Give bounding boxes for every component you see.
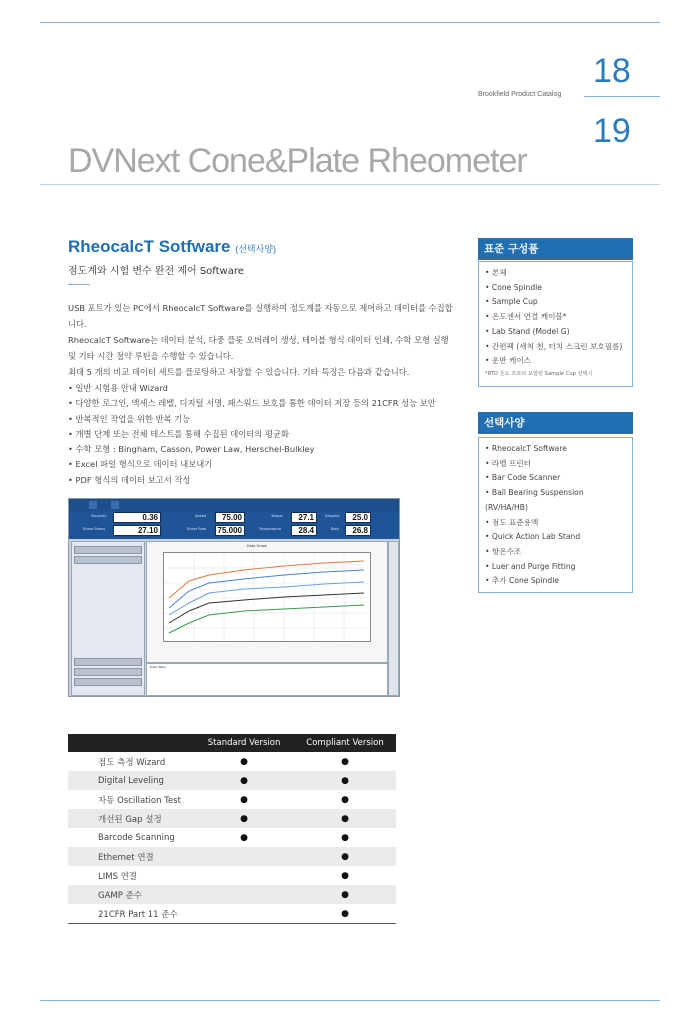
shear-stress-readout: 27.10 — [113, 525, 161, 536]
settings-button[interactable] — [74, 546, 142, 554]
header-cell: Standard Version — [194, 734, 294, 752]
standard-components-note: *RTD 온도 프로브 포함된 Sample Cup 선택시 — [485, 370, 593, 377]
catalog-rule — [584, 96, 660, 97]
feature-name: Ethernet 연결 — [68, 847, 194, 866]
compliant-mark: ● — [341, 832, 349, 843]
standard-mark: ● — [194, 809, 294, 828]
table-row — [68, 866, 396, 885]
torque-label: Torque — [271, 514, 283, 518]
software-screenshot — [68, 498, 400, 697]
feature-name: LIMS 연결 — [98, 871, 138, 882]
shear-rate-readout: 75.000 — [215, 525, 245, 536]
shear-rate-label: Shear Rate — [187, 527, 207, 531]
list-item: • Quick Action Lab Stand — [485, 530, 632, 545]
table-row — [68, 752, 396, 771]
standard-mark — [194, 904, 294, 924]
list-item: • Lab Stand (Model G) — [485, 325, 632, 340]
feature-item: • 일반 시험용 안내 Wizard — [68, 381, 468, 396]
feature-name: Barcode Scanning — [98, 832, 175, 843]
list-item: • 간편팩 (세척 천, 터치 스크린 보호필름) — [485, 340, 632, 355]
bath-readout: 26.8 — [345, 525, 371, 536]
standard-mark: ● — [240, 756, 249, 767]
series-line — [169, 570, 364, 608]
list-item: • 운반 케이스 — [485, 354, 632, 369]
header-cell — [68, 734, 194, 752]
speed-label: Speed — [195, 514, 206, 518]
screenshot-tab — [89, 501, 97, 509]
standard-mark: ● — [194, 771, 294, 790]
list-item: • 라벨 프린터 — [485, 457, 632, 472]
speed-readout: 75.00 — [215, 512, 245, 523]
table-row — [68, 904, 396, 924]
compliant-mark: ● — [341, 870, 349, 881]
graph-lines — [164, 553, 370, 641]
table-header-row — [68, 734, 396, 752]
software-subtitle: 점도계와 시험 변수 완전 제어 Software — [68, 266, 244, 277]
table-row — [68, 885, 396, 904]
feature-name: Digital Leveling — [68, 771, 194, 790]
software-title-option: (선택사양) — [235, 244, 277, 254]
compliant-mark: ● — [294, 771, 396, 790]
standard-components-panel — [478, 261, 633, 387]
table-row — [68, 809, 396, 828]
settings-button[interactable] — [74, 668, 142, 676]
page-number-18: 18 — [593, 52, 631, 90]
feature-list — [68, 381, 468, 488]
options-heading: 선택사양 — [478, 412, 633, 434]
settings-button[interactable] — [74, 678, 142, 686]
software-title-text: RheocalcT Sotfware — [68, 237, 231, 256]
readout-panel — [69, 511, 399, 539]
settings-pane — [71, 541, 145, 696]
feature-name: 개선된 Gap 설정 — [68, 809, 194, 828]
standard-components-heading: 표준 구성품 — [478, 238, 633, 260]
bottom-rule — [40, 1000, 660, 1001]
temperature-label: Temperature — [259, 527, 282, 531]
table-row — [68, 828, 396, 847]
paragraph: USB 포트가 있는 PC에서 RheocalcT Software를 실행하여 점도계를 자동으로 제어하고 데이터를 수집합니다. — [68, 303, 453, 329]
temperature-readout: 28.4 — [291, 525, 317, 536]
compliant-mark: ● — [294, 885, 396, 904]
list-item: • 온도센서 연결 케이블* — [485, 310, 632, 325]
standard-mark: ● — [240, 794, 249, 805]
options-list — [485, 442, 632, 589]
version-comparison-table — [68, 734, 396, 924]
setpoint-readout: 25.0 — [345, 512, 371, 523]
feature-item: • 개별 단계 또는 전체 테스트를 통해 수집된 데이터의 평균화 — [68, 427, 468, 442]
title-rule — [40, 184, 660, 185]
section-rule — [68, 284, 90, 285]
bath-label: Bath — [331, 527, 340, 531]
list-item: • Bar Code Scanner — [485, 471, 632, 486]
paragraph: 최대 5 개의 비교 데이터 세트를 플로팅하고 저장할 수 있습니다. 기타 특징은 다음과 같습니다. — [68, 367, 410, 377]
table-row — [68, 847, 396, 866]
list-item: • 추가 Cone Spindle — [485, 574, 632, 589]
top-rule — [40, 22, 660, 23]
standard-mark — [194, 847, 294, 866]
list-item: • Cone Spindle — [485, 281, 632, 296]
compliant-mark: ● — [341, 794, 349, 805]
options-panel — [478, 437, 633, 593]
series-line — [169, 561, 364, 598]
paragraph: RheocalcT Software는 데이터 분석, 다중 플롯 오버레이 생성, 테이블 형식 데이터 인쇄, 수학 모형 실행 및 기타 시간 절약 루틴을 수행할 수 있습니다. — [68, 335, 449, 361]
torque-readout: 27.1 — [291, 512, 317, 523]
series-line — [169, 593, 364, 623]
list-item: • 점도 표준용액 — [485, 516, 632, 531]
list-item: • Sample Cup — [485, 295, 632, 310]
software-title — [68, 237, 276, 257]
scroll-strip[interactable] — [388, 541, 399, 696]
settings-button[interactable] — [74, 556, 142, 564]
software-description — [68, 300, 458, 380]
compliant-mark: ● — [294, 847, 396, 866]
feature-name: GAMP 준수 — [68, 885, 194, 904]
standard-mark — [194, 885, 294, 904]
list-item: (RV/HA/HB) — [485, 502, 528, 512]
screenshot-tab — [111, 501, 119, 509]
viscosity-label: Viscosity — [91, 514, 107, 518]
table-title: Data Table — [150, 665, 166, 669]
catalog-name: Brookfield Product Catalog — [478, 91, 562, 98]
list-item: • 본체 — [485, 266, 632, 281]
standard-components-list — [485, 266, 632, 369]
settings-button[interactable] — [74, 658, 142, 666]
graph-pane — [146, 541, 388, 663]
compliant-mark: ● — [341, 756, 349, 767]
list-item: • Ball Bearing Suspension — [485, 486, 632, 501]
feature-name: 점도 측정 Wizard — [98, 757, 166, 768]
feature-item: • 반복적인 작업을 위한 반복 기능 — [68, 412, 468, 427]
feature-item: • Excel 파일 형식으로 데이터 내보내기 — [68, 457, 468, 472]
graph-title: Data Graph — [247, 544, 268, 548]
feature-name: 자동 Oscillation Test — [98, 795, 181, 806]
list-item: • RheocalcT Software — [485, 442, 632, 457]
standard-mark — [194, 866, 294, 885]
feature-item: • PDF 형식의 데이터 보고서 작성 — [68, 473, 468, 488]
table-row — [68, 790, 396, 809]
page-title: DVNext Cone&Plate Rheometer — [68, 142, 527, 180]
page-number-19: 19 — [593, 112, 631, 150]
header-cell: Compliant Version — [294, 734, 396, 752]
viscosity-readout: 0.36 — [113, 512, 161, 523]
compliant-mark: ● — [294, 809, 396, 828]
table-row — [68, 771, 396, 790]
feature-item: • 다양한 로그인, 액세스 레벨, 디지털 서명, 패스워드 보호를 통한 데이터 저장 등의 21CFR 성능 보안 — [68, 396, 468, 411]
shear-stress-label: Shear Stress — [83, 527, 106, 531]
setpoint-label: Setpoint — [325, 514, 340, 518]
feature-item: • 수학 모형 : Bingham, Casson, Power Law, Herschel-Bulkley — [68, 442, 468, 457]
series-line — [169, 605, 364, 633]
data-graph — [163, 552, 371, 642]
list-item: • Luer and Purge Fitting — [485, 560, 632, 575]
list-item: • 항온수조 — [485, 545, 632, 560]
standard-mark: ● — [240, 832, 249, 843]
feature-name: 21CFR Part 11 준수 — [68, 904, 194, 924]
compliant-mark: ● — [294, 904, 396, 924]
data-table — [146, 663, 388, 696]
